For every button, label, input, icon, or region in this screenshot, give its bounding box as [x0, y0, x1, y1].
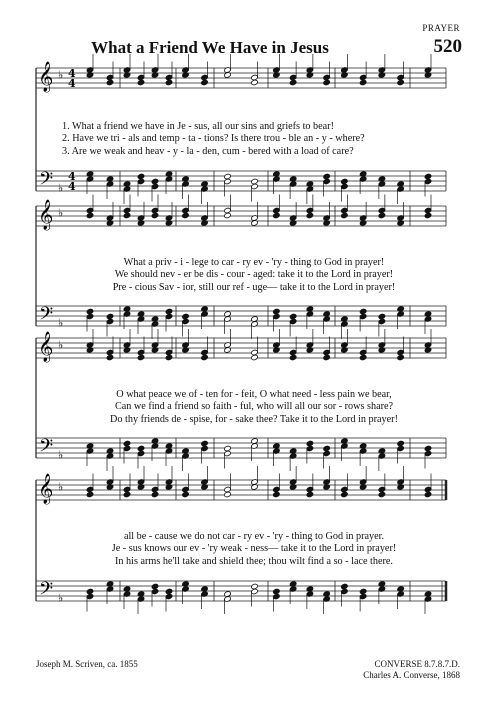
notehead — [86, 491, 94, 498]
time-signature: 4 — [68, 67, 76, 80]
notehead — [306, 212, 314, 219]
notehead — [424, 212, 432, 219]
lyrics-system-4 — [62, 531, 446, 568]
hymn-title: What a Friend We Have in Jesus — [91, 38, 329, 57]
section-label: PRAYER — [422, 23, 460, 33]
notehead — [306, 491, 314, 498]
bass-clef: 𝄢 — [39, 304, 54, 329]
notehead — [273, 491, 281, 498]
lyric-line: What a priv - i - lege to car - ry ev - 'ry - thing to God in prayer! — [123, 257, 385, 268]
flat-sign: ♭ — [58, 338, 64, 352]
bass-clef: 𝄢 — [39, 169, 54, 194]
lyric-line: O what peace we of - ten for - feit, O what need - less pain we bear, — [116, 389, 392, 400]
time-signature: 4 — [68, 170, 76, 183]
notehead — [251, 79, 259, 86]
treble-clef: 𝄞 — [38, 474, 54, 504]
notehead — [323, 354, 331, 361]
lyric-line: We should nev - er be dis - cour - aged: take it to the Lord in prayer! — [114, 269, 394, 281]
notehead — [201, 79, 209, 86]
bass-clef: 𝄢 — [39, 579, 54, 604]
lyrics-system-3 — [62, 389, 446, 426]
flat-sign: ♭ — [58, 316, 64, 330]
notehead — [106, 79, 114, 86]
notehead — [341, 491, 349, 498]
time-signature: 4 — [68, 180, 76, 193]
notehead — [397, 79, 405, 86]
notehead — [359, 354, 367, 361]
notehead — [224, 491, 232, 498]
notehead — [359, 79, 367, 86]
notehead — [201, 354, 209, 361]
tune-credit — [363, 659, 460, 681]
lyric-line: Can we find a friend so faith - ful, who will all our sor - rows share? — [114, 401, 394, 413]
notehead — [424, 491, 432, 498]
treble-clef: 𝄞 — [38, 200, 54, 230]
lyric-line: Do thy friends de - spise, for - sake thee? Take it to the Lord in prayer! — [110, 413, 398, 425]
treble-clef: 𝄞 — [38, 332, 54, 362]
flat-sign: ♭ — [58, 68, 64, 82]
time-signature: 4 — [68, 77, 76, 90]
lyric-line: 1. What a friend we have in Je - sus, all our sins and griefs to bear! — [62, 121, 334, 132]
notehead — [123, 491, 131, 498]
notehead — [251, 354, 259, 361]
notehead — [151, 212, 159, 219]
lyric-line: 2. Have we tri - als and temp - ta - tions? Is there trou - ble an - y - where? — [62, 133, 365, 145]
notehead — [165, 79, 173, 86]
lyric-line: 3. Are we weak and heav - y - la - den, cum - bered with a load of care? — [62, 145, 354, 157]
flat-sign: ♭ — [58, 480, 64, 494]
notehead — [224, 212, 232, 219]
flat-sign: ♭ — [58, 448, 64, 462]
flat-sign: ♭ — [58, 181, 64, 195]
notehead — [273, 212, 281, 219]
bass-clef: 𝄢 — [39, 436, 54, 461]
flat-sign: ♭ — [58, 206, 64, 220]
notehead — [341, 212, 349, 219]
treble-clef: 𝄞 — [38, 62, 54, 92]
author-credit: Joseph M. Scriven, ca. 1855 — [36, 659, 138, 669]
notehead — [137, 354, 145, 361]
lyric-line: Pre - cious Sav - ior, still our ref - uge— take it to the Lord in prayer! — [112, 281, 396, 293]
notehead — [86, 212, 94, 219]
notehead — [182, 491, 190, 498]
lyric-line: Je - sus knows our ev - 'ry weak - ness— take it to the Lord in prayer! — [111, 543, 397, 555]
lyric-line: In his arms he'll take and shield thee; thou wilt find a so - lace there. — [115, 555, 393, 567]
notehead — [123, 212, 131, 219]
composer-credit: Charles A. Converse, 1868 — [363, 670, 460, 680]
hymn-number: 520 — [433, 36, 462, 57]
flat-sign: ♭ — [58, 591, 64, 605]
notehead — [378, 212, 386, 219]
lyrics-system-2 — [62, 257, 446, 294]
lyric-line: all be - cause we do not car - ry ev - 'ry - thing to God in prayer. — [123, 531, 385, 542]
notehead — [397, 354, 405, 361]
notehead — [289, 354, 297, 361]
lyrics-system-1 — [62, 121, 446, 158]
notehead — [323, 79, 331, 86]
tune-name: CONVERSE 8.7.8.7.D. — [374, 659, 460, 669]
notehead — [165, 354, 173, 361]
notehead — [182, 212, 190, 219]
notehead — [151, 491, 159, 498]
notehead — [289, 79, 297, 86]
notehead — [106, 354, 114, 361]
notehead — [137, 79, 145, 86]
notehead — [378, 491, 386, 498]
